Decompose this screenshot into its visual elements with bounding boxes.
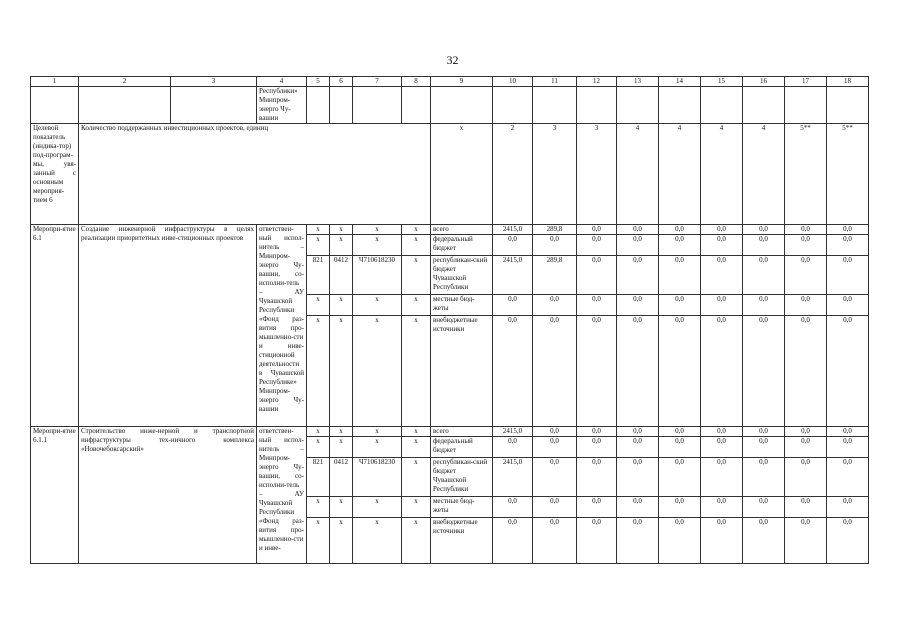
funding-value: 0,0 <box>577 316 617 427</box>
funding-value: 0,0 <box>785 316 827 427</box>
target-value: 4 <box>743 124 785 225</box>
budget-code-c7: Ч710618230 <box>353 458 402 497</box>
page-number: 32 <box>446 53 459 67</box>
funding-value: 0,0 <box>577 427 617 437</box>
funding-value: 0,0 <box>701 437 743 458</box>
funding-value: 0,0 <box>533 518 577 564</box>
funding-value: 0,0 <box>617 225 659 235</box>
continuation-cell <box>402 87 431 124</box>
funding-value: 0,0 <box>659 316 701 427</box>
budget-code-c6: x <box>330 427 353 437</box>
target-value: 4 <box>701 124 743 225</box>
funding-value: 0,0 <box>701 427 743 437</box>
funding-value: 0,0 <box>743 458 785 497</box>
budget-code-c7: x <box>353 295 402 316</box>
funding-value: 0,0 <box>659 225 701 235</box>
column-number: 7 <box>353 77 402 87</box>
budget-code-c5: x <box>307 497 330 518</box>
budget-code-c6: 0412 <box>330 256 353 295</box>
target-label: Целевой показатель (индика-тор) под-програм-мы, увя-занный с основным мероприя-тием 6 <box>31 124 79 225</box>
funding-value: 0,0 <box>659 427 701 437</box>
funding-source: внебюджетные источники <box>431 316 493 427</box>
funding-value: 0,0 <box>743 316 785 427</box>
funding-source: всего <box>431 427 493 437</box>
funding-value: 0,0 <box>659 458 701 497</box>
continuation-cell <box>353 87 402 124</box>
funding-value: 0,0 <box>533 235 577 256</box>
funding-value: 0,0 <box>743 437 785 458</box>
budget-code-c8: x <box>402 256 431 295</box>
budget-code-c5: x <box>307 518 330 564</box>
funding-value: 0,0 <box>659 497 701 518</box>
funding-source: местные бюд-жеты <box>431 295 493 316</box>
column-number: 14 <box>659 77 701 87</box>
funding-value: 0,0 <box>701 518 743 564</box>
funding-value: 0,0 <box>827 235 869 256</box>
budget-code-c6: x <box>330 316 353 427</box>
budget-code-c6: x <box>330 295 353 316</box>
funding-value: 0,0 <box>577 437 617 458</box>
budget-code-c8: x <box>402 225 431 235</box>
budget-code-c8: x <box>402 295 431 316</box>
funding-value: 0,0 <box>785 458 827 497</box>
column-number: 9 <box>431 77 493 87</box>
target-description: Количество поддержанных инвестиционных проектов, единиц <box>79 124 431 225</box>
column-number: 18 <box>827 77 869 87</box>
funding-value: 0,0 <box>493 295 533 316</box>
continuation-cell <box>827 87 869 124</box>
budget-code-c6: x <box>330 437 353 458</box>
budget-code-c8: x <box>402 316 431 427</box>
column-number: 1 <box>31 77 79 87</box>
funding-value: 0,0 <box>701 225 743 235</box>
budget-code-c6: x <box>330 497 353 518</box>
budget-code-c7: x <box>353 235 402 256</box>
funding-source: республикан-ский бюджет Чувашской Республики <box>431 458 493 497</box>
funding-value: 0,0 <box>617 295 659 316</box>
funding-value: 0,0 <box>785 235 827 256</box>
target-value: 3 <box>533 124 577 225</box>
continuation-cell: Республики» Минпром-энерго Чу-вашии <box>257 87 307 124</box>
funding-value: 2415,0 <box>493 427 533 437</box>
funding-value: 0,0 <box>827 437 869 458</box>
funding-value: 0,0 <box>617 427 659 437</box>
budget-code-c6: x <box>330 225 353 235</box>
funding-value: 0,0 <box>827 427 869 437</box>
funding-value: 0,0 <box>701 497 743 518</box>
budget-code-c8: x <box>402 235 431 256</box>
funding-value: 0,0 <box>659 437 701 458</box>
funding-value: 0,0 <box>701 256 743 295</box>
continuation-cell <box>330 87 353 124</box>
continuation-cell <box>307 87 330 124</box>
continuation-cell <box>493 87 533 124</box>
budget-code-c8: x <box>402 437 431 458</box>
budget-code-c7: Ч710618230 <box>353 256 402 295</box>
continuation-cell <box>533 87 577 124</box>
budget-code-c5: x <box>307 427 330 437</box>
funding-value: 0,0 <box>743 427 785 437</box>
funding-source: внебюджетные источники <box>431 518 493 564</box>
target-col9: x <box>431 124 493 225</box>
funding-value: 0,0 <box>827 295 869 316</box>
funding-value: 0,0 <box>577 497 617 518</box>
column-number-row <box>31 77 869 87</box>
budget-code-c8: x <box>402 458 431 497</box>
budget-row <box>31 427 869 437</box>
funding-value: 0,0 <box>743 518 785 564</box>
column-number: 12 <box>577 77 617 87</box>
column-number: 8 <box>402 77 431 87</box>
continuation-cell <box>171 87 257 124</box>
funding-value: 0,0 <box>785 225 827 235</box>
budget-code-c8: x <box>402 497 431 518</box>
column-number: 15 <box>701 77 743 87</box>
continuation-cell <box>31 87 79 124</box>
funding-value: 0,0 <box>659 256 701 295</box>
funding-value: 2415,0 <box>493 225 533 235</box>
event-executor: ответствен-ный испол-нитель – Минпром-энерго Чу-вашии, со-исполни-тель – АУ Чувашской Республики «Фонд раз-вития про-мышленно-сти и инве-стиционной деятельности в Чувашской Республике» Минпром-энерго Чу-вашии <box>257 225 307 427</box>
funding-value: 0,0 <box>533 295 577 316</box>
funding-value: 0,0 <box>743 256 785 295</box>
funding-source: местные бюд-жеты <box>431 497 493 518</box>
target-indicator-row <box>31 124 869 225</box>
continuation-cell <box>431 87 493 124</box>
funding-value: 0,0 <box>785 295 827 316</box>
budget-code-c5: x <box>307 235 330 256</box>
funding-value: 2415,0 <box>493 256 533 295</box>
funding-value: 0,0 <box>659 518 701 564</box>
funding-value: 2415,0 <box>493 458 533 497</box>
budget-code-c5: x <box>307 225 330 235</box>
funding-value: 0,0 <box>743 225 785 235</box>
funding-value: 289,8 <box>533 225 577 235</box>
funding-value: 0,0 <box>701 316 743 427</box>
event-code: Меропри-ятие 6.1.1 <box>31 427 79 564</box>
budget-row <box>31 225 869 235</box>
funding-value: 0,0 <box>617 518 659 564</box>
event-code: Меропри-ятие 6.1 <box>31 225 79 427</box>
funding-value: 0,0 <box>785 497 827 518</box>
funding-value: 0,0 <box>701 458 743 497</box>
column-number: 16 <box>743 77 785 87</box>
funding-value: 0,0 <box>659 235 701 256</box>
continuation-cell <box>785 87 827 124</box>
funding-value: 0,0 <box>493 497 533 518</box>
funding-value: 0,0 <box>493 437 533 458</box>
continuation-cell <box>743 87 785 124</box>
column-number: 2 <box>79 77 171 87</box>
target-value: 5** <box>827 124 869 225</box>
target-value: 5** <box>785 124 827 225</box>
funding-value: 0,0 <box>827 316 869 427</box>
funding-value: 0,0 <box>533 427 577 437</box>
funding-value: 0,0 <box>577 225 617 235</box>
continuation-cell <box>79 87 171 124</box>
target-value: 3 <box>577 124 617 225</box>
funding-value: 0,0 <box>827 518 869 564</box>
funding-value: 0,0 <box>533 458 577 497</box>
funding-value: 0,0 <box>701 235 743 256</box>
budget-code-c7: x <box>353 225 402 235</box>
column-number: 10 <box>493 77 533 87</box>
funding-value: 0,0 <box>617 235 659 256</box>
budget-code-c7: x <box>353 437 402 458</box>
event-executor: ответствен-ный испол-нитель – Минпром-энерго Чу-вашии, со-исполни-тель – АУ Чувашской Республики «Фонд раз-вития про-мышленно-сти и инве- <box>257 427 307 564</box>
budget-code-c6: x <box>330 518 353 564</box>
funding-value: 0,0 <box>577 518 617 564</box>
target-value: 4 <box>659 124 701 225</box>
funding-source: всего <box>431 225 493 235</box>
column-number: 13 <box>617 77 659 87</box>
budget-code-c8: x <box>402 518 431 564</box>
budget-code-c5: x <box>307 437 330 458</box>
funding-value: 0,0 <box>493 235 533 256</box>
budget-code-c6: 0412 <box>330 458 353 497</box>
funding-value: 0,0 <box>827 256 869 295</box>
funding-value: 0,0 <box>577 256 617 295</box>
column-number: 11 <box>533 77 577 87</box>
funding-value: 0,0 <box>617 458 659 497</box>
budget-code-c7: x <box>353 497 402 518</box>
column-number: 5 <box>307 77 330 87</box>
funding-value: 0,0 <box>827 225 869 235</box>
continuation-cell <box>577 87 617 124</box>
column-number: 17 <box>785 77 827 87</box>
funding-value: 0,0 <box>533 316 577 427</box>
funding-value: 0,0 <box>493 316 533 427</box>
budget-code-c5: x <box>307 295 330 316</box>
event-name: Создание инженерной инфраструктуры в целях реализации приоритетных инве-стиционных проектов <box>79 225 257 427</box>
budget-code-c7: x <box>353 427 402 437</box>
funding-value: 0,0 <box>617 316 659 427</box>
funding-value: 0,0 <box>577 235 617 256</box>
funding-value: 0,0 <box>785 427 827 437</box>
column-number: 6 <box>330 77 353 87</box>
budget-code-c7: x <box>353 316 402 427</box>
funding-source: федеральный бюджет <box>431 437 493 458</box>
funding-value: 0,0 <box>617 497 659 518</box>
column-number: 4 <box>257 77 307 87</box>
budget-code-c5: x <box>307 316 330 427</box>
funding-value: 0,0 <box>617 437 659 458</box>
funding-value: 0,0 <box>827 458 869 497</box>
continuation-cell <box>659 87 701 124</box>
budget-code-c7: x <box>353 518 402 564</box>
funding-value: 0,0 <box>659 295 701 316</box>
funding-value: 0,0 <box>785 518 827 564</box>
funding-value: 0,0 <box>533 497 577 518</box>
funding-value: 0,0 <box>743 497 785 518</box>
budget-code-c5: 821 <box>307 458 330 497</box>
target-value: 2 <box>493 124 533 225</box>
funding-source: республикан-ский бюджет Чувашской Республики <box>431 256 493 295</box>
target-value: 4 <box>617 124 659 225</box>
column-number: 3 <box>171 77 257 87</box>
funding-value: 0,0 <box>577 458 617 497</box>
program-table <box>30 76 869 564</box>
funding-value: 0,0 <box>743 235 785 256</box>
funding-value: 289,8 <box>533 256 577 295</box>
continuation-cell <box>701 87 743 124</box>
funding-value: 0,0 <box>617 256 659 295</box>
funding-value: 0,0 <box>743 295 785 316</box>
funding-value: 0,0 <box>827 497 869 518</box>
continuation-row <box>31 87 869 124</box>
budget-code-c6: x <box>330 235 353 256</box>
continuation-cell <box>617 87 659 124</box>
funding-source: федеральный бюджет <box>431 235 493 256</box>
funding-value: 0,0 <box>701 295 743 316</box>
funding-value: 0,0 <box>577 295 617 316</box>
budget-code-c5: 821 <box>307 256 330 295</box>
funding-value: 0,0 <box>533 437 577 458</box>
funding-value: 0,0 <box>785 256 827 295</box>
funding-value: 0,0 <box>785 437 827 458</box>
event-name: Строительство инже-нерной и транспортной инфраструктуры тех-ничного комплекса «Новочебоксарский» <box>79 427 257 564</box>
funding-value: 0,0 <box>493 518 533 564</box>
budget-code-c8: x <box>402 427 431 437</box>
